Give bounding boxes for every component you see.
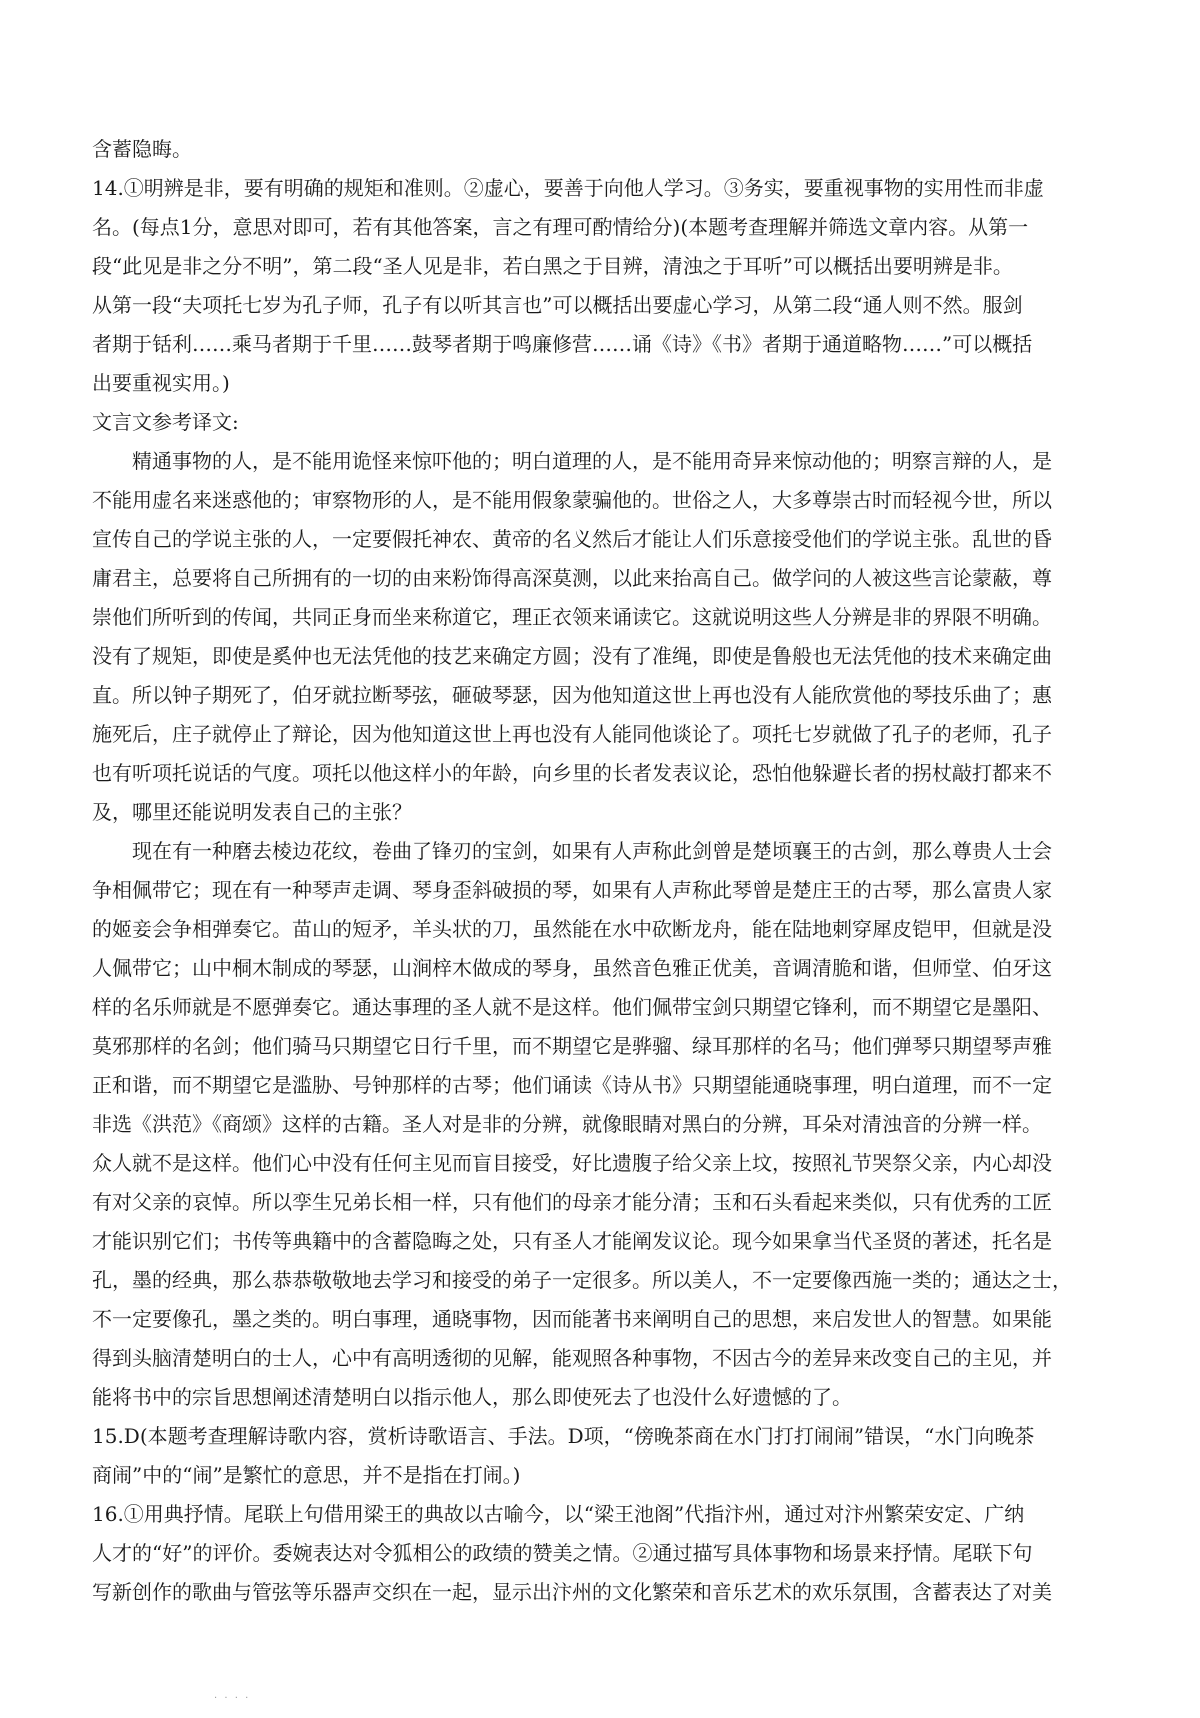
text-line: 者期于铦利……乘马者期于千里……鼓琴者期于鸣廉修营……诵《诗》《书》者期于通道略物……”可以概括 (92, 332, 1033, 356)
text-line: 直。所以钟子期死了，伯牙就拉断琴弦，砸破琴瑟，因为他知道这世上再也没有人能欣赏他的琴技乐曲了；惠 (92, 683, 1052, 707)
text-line: 从第一段“夫项托七岁为孔子师，孔子有以听其言也”可以概括出要虚心学习，从第二段“通人则不然。服剑 (92, 293, 1023, 317)
text-line: 不能用虚名来迷惑他的；审察物形的人，是不能用假象蒙骗他的。世俗之人，大多尊崇古时而轻视今世，所以 (92, 488, 1052, 512)
text-line: 正和谐，而不期望它是滥胁、号钟那样的古琴；他们诵读《诗从书》只期望能通晓事理，明白道理，而不一定 (92, 1073, 1052, 1097)
answer-15-line: 15.D(本题考查理解诗歌内容，赏析诗歌语言、手法。D项，“傍晚茶商在水门打打闹闹”错误，“水门向晚茶 (92, 1424, 1035, 1448)
page-footer-dots: · · · · (214, 1693, 251, 1704)
text-line: 众人就不是这样。他们心中没有任何主见而盲目接受，好比遗腹子给父亲上坟，按照礼节哭祭父亲，内心却没 (92, 1151, 1052, 1175)
text-line: 宣传自己的学说主张的人，一定要假托神农、黄帝的名义然后才能让人们乐意接受他们的学说主张。乱世的昏 (92, 527, 1052, 551)
text-line: 的姬妾会争相弹奏它。苗山的短矛，羊头状的刀，虽然能在水中砍断龙舟，能在陆地刺穿犀皮铠甲，但就是没 (92, 917, 1052, 941)
text-line: 才能识别它们；书传等典籍中的含蓄隐晦之处，只有圣人才能阐发议论。现今如果拿当代圣贤的著述，托名是 (92, 1229, 1052, 1253)
text-line: 段“此见是非之分不明”，第二段“圣人见是非，若白黑之于目辨，清浊之于耳听”可以概括出要明辨是非。 (92, 254, 1013, 278)
text-line: 名。(每点1分，意思对即可，若有其他答案，言之有理可酌情给分)(本题考查理解并筛选文章内容。从第一 (92, 215, 1029, 239)
text-line: 崇他们所听到的传闻，共同正身而坐来称道它，理正衣领来诵读它。这就说明这些人分辨是非的界限不明确。 (92, 605, 1052, 629)
text-line: 能将书中的宗旨思想阐述清楚明白以指示他人，那么即使死去了也没什么好遗憾的了。 (92, 1385, 852, 1409)
text-line: 不一定要像孔，墨之类的。明白事理，通晓事物，因而能著书来阐明自己的思想，来启发世人的智慧。如果能 (92, 1307, 1052, 1331)
text-line: 争相佩带它；现在有一种琴声走调、琴身歪斜破损的琴，如果有人声称此琴曾是楚庄王的古琴，那么富贵人家 (92, 878, 1052, 902)
text-line: 有对父亲的哀悼。所以孪生兄弟长相一样，只有他们的母亲才能分清；玉和石头看起来类似，只有优秀的工匠 (92, 1190, 1052, 1214)
translation-paragraph-1-start: 精通事物的人，是不能用诡怪来惊吓他的；明白道理的人，是不能用奇异来惊动他的；明察言辩的人，是 (132, 449, 1052, 473)
translation-heading: 文言文参考译文: (92, 410, 239, 434)
answer-text-body (92, 130, 1110, 1612)
text-line: 施死后，庄子就停止了辩论，因为他知道这世上再也没有人能同他谈论了。项托七岁就做了孔子的老师，孔子 (92, 722, 1052, 746)
text-line: 商闹”中的“闹”是繁忙的意思，并不是指在打闹。) (92, 1463, 521, 1487)
text-line: 得到头脑清楚明白的士人，心中有高明透彻的见解，能观照各种事物，不因古今的差异来改变自己的主见，并 (92, 1346, 1052, 1370)
text-line: 及，哪里还能说明发表自己的主张？ (92, 800, 412, 824)
text-line: 人佩带它；山中桐木制成的琴瑟，山涧梓木做成的琴身，虽然音色雅正优美，音调清脆和谐，但师堂、伯牙这 (92, 956, 1052, 980)
text-line: 写新创作的歌曲与管弦等乐器声交织在一起，显示出汴州的文化繁荣和音乐艺术的欢乐氛围，含蓄表达了对美 (92, 1580, 1052, 1604)
text-line: 也有听项托说话的气度。项托以他这样小的年龄，向乡里的长者发表议论，恐怕他躲避长者的拐杖敲打都来不 (92, 761, 1052, 785)
text-line: 庸君主，总要将自己所拥有的一切的由来粉饰得高深莫测，以此来抬高自己。做学问的人被这些言论蒙蔽，尊 (92, 566, 1052, 590)
answer-16-line: 16.①用典抒情。尾联上句借用梁王的典故以古喻今，以“梁王池阁”代指汴州，通过对汴州繁荣安定、广纳 (92, 1502, 1025, 1526)
text-line: 含蓄隐晦。 (92, 137, 192, 161)
text-line: 孔，墨的经典，那么恭恭敬敬地去学习和接受的弟子一定很多。所以美人，不一定要像西施一类的；通达之士， (92, 1268, 1072, 1292)
text-line: 出要重视实用。) (92, 371, 230, 395)
text-line: 样的名乐师就是不愿弹奏它。通达事理的圣人就不是这样。他们佩带宝剑只期望它锋利，而不期望它是墨阳、 (92, 995, 1052, 1019)
text-line: 莫邪那样的名剑；他们骑马只期望它日行千里，而不期望它是骅骝、绿耳那样的名马；他们弹琴只期望琴声雅 (92, 1034, 1052, 1058)
text-line: 非选《洪范》《商颂》这样的古籍。圣人对是非的分辨，就像眼睛对黑白的分辨，耳朵对清浊音的分辨一样。 (92, 1112, 1042, 1136)
translation-paragraph-2-start: 现在有一种磨去棱边花纹，卷曲了锋刃的宝剑，如果有人声称此剑曾是楚顷襄王的古剑，那么尊贵人士会 (132, 839, 1052, 863)
answer-14-line: 14.①明辨是非，要有明确的规矩和准则。②虚心，要善于向他人学习。③务实，要重视事物的实用性而非虚 (92, 176, 1044, 200)
text-line: 人才的“好”的评价。委婉表达对令狐相公的政绩的赞美之情。②通过描写具体事物和场景来抒情。尾联下句 (92, 1541, 1033, 1565)
text-line: 没有了规矩，即使是奚仲也无法凭他的技艺来确定方圆；没有了准绳，即使是鲁般也无法凭他的技术来确定曲 (92, 644, 1052, 668)
